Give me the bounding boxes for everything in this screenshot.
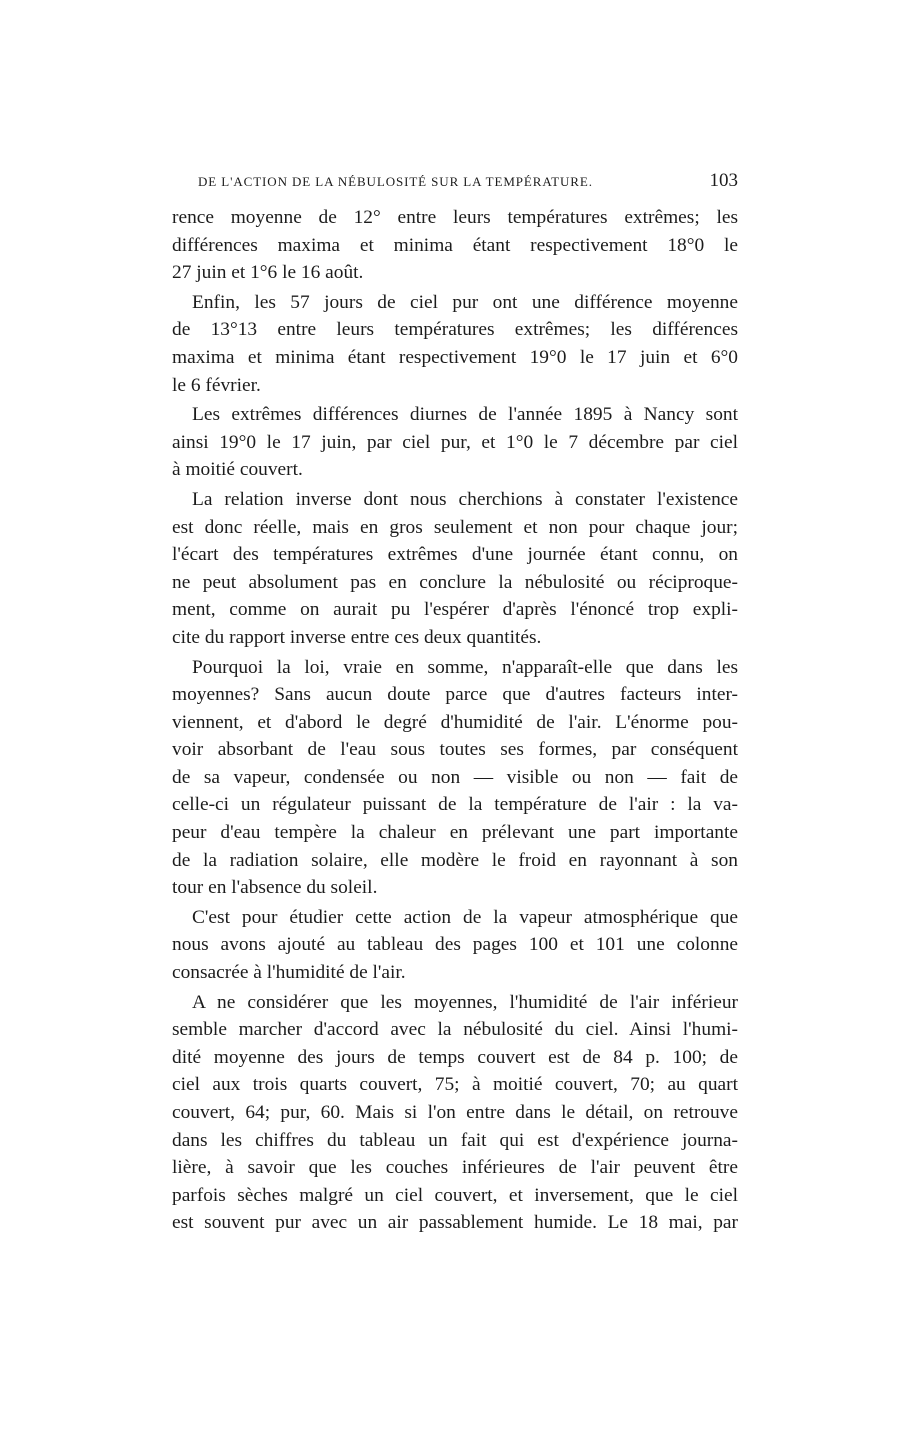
text-line: Pourquoi la loi, vraie en somme, n'apparaît-elle que dans les (192, 656, 738, 678)
text-line: tour en l'absence du soleil. (172, 877, 378, 899)
text-line: dans les chiffres du tableau un fait qui est d'expérience journa- (172, 1129, 738, 1151)
paragraph (172, 289, 738, 399)
text-line: ainsi 19°0 le 17 juin, par ciel pur, et 1°0 le 7 décembre par ciel (172, 431, 738, 453)
text-line: ment, comme on aurait pu l'espérer d'après l'énoncé trop expli- (172, 599, 738, 621)
text-line: voir absorbant de l'eau sous toutes ses formes, par conséquent (172, 739, 738, 761)
text-line: cite du rapport inverse entre ces deux quantités. (172, 626, 542, 648)
text-line: celle-ci un régulateur puissant de la température de l'air : la va- (172, 794, 738, 816)
body-text (172, 204, 738, 1237)
text-line: l'écart des températures extrêmes d'une journée étant connu, on (172, 544, 738, 566)
text-line: maxima et minima étant respectivement 19°0 le 17 juin et 6°0 (172, 346, 738, 368)
book-page (172, 170, 738, 1237)
text-line: semble marcher d'accord avec la nébulosité du ciel. Ainsi l'humi- (172, 1019, 738, 1041)
paragraph (172, 989, 738, 1237)
text-line: viennent, et d'abord le degré d'humidité de l'air. L'énorme pou- (172, 711, 738, 733)
text-line: A ne considérer que les moyennes, l'humidité de l'air inférieur (192, 991, 738, 1013)
text-line: ciel aux trois quarts couvert, 75; à moitié couvert, 70; au quart (172, 1074, 738, 1096)
text-line: le 6 février. (172, 374, 261, 396)
text-line: parfois sèches malgré un ciel couvert, et inversement, que le ciel (172, 1184, 738, 1206)
running-head (172, 170, 738, 204)
text-line: dité moyenne des jours de temps couvert est de 84 p. 100; de (172, 1046, 738, 1068)
text-line: 27 juin et 1°6 le 16 août. (172, 262, 364, 284)
paragraph (172, 486, 738, 652)
text-line: Enfin, les 57 jours de ciel pur ont une différence moyenne (192, 291, 738, 313)
text-line: est donc réelle, mais en gros seulement et non pour chaque jour; (172, 516, 738, 538)
page-number: 103 (709, 170, 738, 191)
text-line: moyennes? Sans aucun doute parce que d'autres facteurs inter- (172, 684, 738, 706)
text-line: La relation inverse dont nous cherchions à constater l'existence (192, 488, 738, 510)
text-line: de la radiation solaire, elle modère le froid en rayonnant à son (172, 849, 738, 871)
text-line: est souvent pur avec un air passablement humide. Le 18 mai, par (172, 1212, 738, 1234)
text-line: lière, à savoir que les couches inférieures de l'air peuvent être (172, 1157, 738, 1179)
text-line: C'est pour étudier cette action de la vapeur atmosphérique que (192, 906, 738, 928)
text-line: couvert, 64; pur, 60. Mais si l'on entre dans le détail, on retrouve (172, 1102, 738, 1123)
text-line: peur d'eau tempère la chaleur en prélevant une part importante (172, 822, 738, 844)
text-line: à moitié couvert. (172, 459, 303, 481)
text-line: Les extrêmes différences diurnes de l'année 1895 à Nancy sont (192, 404, 738, 426)
text-line: consacrée à l'humidité de l'air. (172, 962, 406, 984)
text-line: de 13°13 entre leurs températures extrêmes; les différences (172, 319, 738, 341)
paragraph (172, 204, 738, 287)
running-title: DE L'ACTION DE LA NÉBULOSITÉ SUR LA TEMPÉRATURE. (198, 174, 593, 189)
text-line: différences maxima et minima étant respectivement 18°0 le (172, 234, 738, 256)
text-line: nous avons ajouté au tableau des pages 100 et 101 une colonne (172, 934, 738, 956)
text-line: rence moyenne de 12° entre leurs températures extrêmes; les (172, 207, 738, 228)
paragraph (172, 904, 738, 987)
paragraph (172, 401, 738, 484)
text-line: de sa vapeur, condensée ou non — visible ou non — fait de (172, 766, 738, 788)
text-line: ne peut absolument pas en conclure la nébulosité ou réciproque- (172, 571, 738, 593)
paragraph (172, 654, 738, 902)
